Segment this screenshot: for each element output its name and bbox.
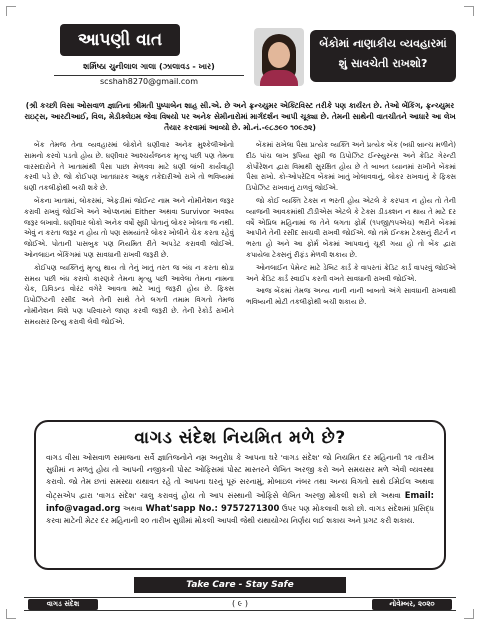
article-body xyxy=(24,140,456,412)
notice-title: વાગડ સંદેશ નિયમિત મળે છે? xyxy=(134,428,346,448)
article-header xyxy=(24,22,456,98)
paragraph: બેંકમાં રાખેલા પૈસા પ્રત્યેક વ્યક્તિ અને પ્રત્યેક બેંક (બધી બ્રાન્ચ મળીને) દીઠ પાંચ લાખ રૂપિયા સુધી જ ડિપોઝિટ ઈન્સ્યુરન્સ અને ક્રેડિટ ગેરન્ટી કોર્પોરેશન દ્વારા વિમાથી સુરક્ષિત હોય છે તે બાબત ધ્યાનમાં રાખીને બેંકમાં પૈસા રાખો. કો-ઓપરેટિવ બેંકમાં ખાતું ખોલાવવાનું, લોકર રાખવાનું કે ફિક્સ ડિપોઝિટ રાખવાનું ટાળવું જોઈએ. xyxy=(246,141,456,193)
article-intro: (શ્રી કચ્છી વિસા ઓસવાળ જ્ઞાતિના શ્રીમતી પુષ્પાબેન શાહ સી.એ. છે અને ફ્રન્ચ્યુમર એક્ટિવિસ્ટ તરીકે પણ કાર્યરત છે. તેઓ બેંકિંગ, ફ્રન્ચ્યુમર રાઇટ્સ, આરટીઆઈ, વિલ, મેડીક્લેઇમ જેવા વિષયો પર અનેક સેમીનારોમાં માર્ગદર્શન આપી ચૂક્યા છે. તેમની સાથેની વાતચીતને આધારે આ લેખ તૈયાર કરવામાં આવ્યો છે. મો.નં.-૯૮૭૯૦ ૧૦૯૭૨) xyxy=(24,101,456,132)
notice-text-outro: ઉપર પણ મોકલાવી શકો છો. વાગડ સંદેશમાં પ્રસિદ્ધ કરવા માટેની મેટર દર મહિનાની ૨૦ તારીખ સુધીમાં મોકલી આપવી જેથી યથાયોગ્ય નિર્ણય લઈ શકાય અને પ્રગટ કરી શકાય. xyxy=(46,503,434,526)
paragraph: જો કોઈ વ્યક્તિ ટેક્સ ન ભરતી હોય એટલે કે કરપાત્ર ન હોય તો તેની વ્યાજની આવકમાંથી ટીડીએસ એટલે કે ટેક્સ ડીડક્શન ન થાય તે માટે દર વર્ષે એપ્રિલ મહિનામાં જ તેને લગતા ફોર્મ (૧૫જી/૧૫એચ) ભરીને બેંકમાં આપીને તેની રસીદ સાચવી રાખવી જોઈએ. જો તમે ઈન્કમ ટેક્સનું રીટર્ન ન ભરતા હો અને આ ફોર્મ બેંકમાં આપવાનું ચૂકી ગયા હો તો બેંક દ્વારા કપાયેલા ટેક્સનું રીફંડ મેળવી શકાય છે. xyxy=(246,196,456,259)
author-email: scshah8270@gmail.com xyxy=(100,77,198,86)
page-footer xyxy=(24,597,456,611)
crop-mark-bottom-right xyxy=(464,609,474,619)
paragraph: આજ બેંકમાં તેમજ અન્ય નાની નાની બાબતો અંગે સાવધાની રાખવાથી ભવિષ્યની મોટી તકલીફોથી બચી શકાય છે. xyxy=(246,287,456,307)
column-brand: આપણી વાત xyxy=(60,24,180,56)
page-number: ( ૯ ) xyxy=(231,599,249,608)
author-photo xyxy=(254,28,304,86)
footer-magazine-name: વાગડ સંદેશ xyxy=(28,599,98,610)
notice-text-intro: વાગડ વીસા ઓસવાળ સમાજના સર્વે જ્ઞાતિજનોને નમ્ર અનુરોધ કે આપના ઘરે 'વાગડ સંદેશ' જો નિયમિત દર મહિનાની ૧૨ તારીખ સુધીમાં ન મળતું હોય તો આપની નજીકની પોસ્ટ ઓફિસમાં પોસ્ટ માસ્તરને લેખિત અરજી કરો અને સમયસર મળે એવી વ્યવસ્થા કરાવો. જો તેમ છતાં સમસ્યા યથાવત રહે તો આપના ઘરનું પૂરું સરનામું, મોબાઇલ નંબર તથા અન્ય વિગતો સાથે ઈમેઈલ અથવા વોટ્સએપ દ્વારા 'વાગડ સંદેશ' ચાલુ કરાવવું હોય તો આપ સંસ્થાની ઓફિસે લેખિત અરજી મોકલી શકો છો અથવા xyxy=(46,453,434,500)
notice-separator: અથવા xyxy=(122,503,143,513)
paragraph: ઓનલાઈન પેમેન્ટ માટે ડેબિટ કાર્ડ કે વાપરતાં ક્રેડિટ કાર્ડ વાપરવું જોઈએ અને ક્રેડિટ કાર્ડ સ્વાઈપ કરતી વખતે સાવધાની રાખવી જોઈએ. xyxy=(246,263,456,283)
author-line: શર્મિષ્ઠા ચુનીલાલ ગાલા (ઝાલાવડ - ખાર) xyxy=(54,62,244,76)
crop-mark-top-left xyxy=(6,6,16,16)
article-title-line-2: શું સાવચેતી રાખશો? xyxy=(338,57,428,70)
magazine-page xyxy=(24,22,456,612)
article-title-line-1: બેંકોમાં નાણાકીય વ્યવહારમાં xyxy=(319,37,447,50)
column-left xyxy=(24,140,234,412)
notice-email: Email: info@vagad.org xyxy=(46,489,434,513)
crop-mark-bottom-left xyxy=(6,609,16,619)
paragraph: કોઈપણ વ્યક્તિનું મૃત્યુ થાય તો તેનું ખાતું તરત જ બંધ ન કરતા થોડા સમય પછી બંધ કરાવો કારણકે તેમના મૃત્યુ પછી આવેલા તેમના નામના ચેક, ડિવિડન્ડ વોરંટ વગેરે આવતા માટે ખાતું જરૂરી હોય છે. ફિક્સ ડિપોઝિટની રસીદ અને તેની સાથે તેને લગતી તમામ વિગતો તેમજ નોમીનેશન વિશે પણ પરિવારને જાણ કરવી જરૂરી છે. તેની રેકોર્ડ રાખીને સમયસર રિન્યુ કરાવી લેવી જોઈએ. xyxy=(24,263,234,326)
column-right xyxy=(246,140,456,412)
notice-whatsapp: What'sapp No.: 9757271300 xyxy=(145,502,280,513)
article-title xyxy=(310,30,456,82)
notice-text xyxy=(46,452,434,527)
tagline-banner: Take Care - Stay Safe xyxy=(134,577,346,593)
footer-issue-date: નોવેમ્બર, ૨૦૨૦ xyxy=(372,599,452,610)
subscription-notice-box xyxy=(34,420,446,570)
crop-mark-top-right xyxy=(464,6,474,16)
paragraph: બેંકના ખાતામાં, લોકરમાં, એફડીમાં જોઈન્ટ નામ અને નોમીનેશન જરૂર કરાવી રાખવું જોઈએ અને ઓપ્શનમાં Either અથવા Survivor અવશ્ય જરૂર લખાવો. ઘણીવાર લોકો અનેક વર્ષો સુધી પોતાનું લોકર ખોલતા જ નથી. એવું ન કરતા જરૂર ન હોય તો પણ સમયાંતરે લોકર ખોલીને ચેક કરતા રહેવું જોઈએ. પોતાની પાસબુક પણ નિયમિત રીતે અપડેટ કરાવવી જોઈએ. ઓનલાઇન બેંકિંગમાં પણ સાવધાની રાખવી જરૂરી છે. xyxy=(24,196,234,259)
paragraph: બેંક તેમજ તેના વ્યવહારમાં લોકોને ઘણીવાર અનેક મુશ્કેલીઓનો સામનો કરવો પડતો હોય છે. ઘણીવાર આશ્ચર્યજનક મૃત્યુ પછી પણ તેમના વારસદારોને તે ખાતામાંથી પૈસા પાછા મેળવવા માટે ઘણી લાંબી કાર્યવાહી કરવી પડે છે. જો કોઈપણ ખાતાધારક અમુક તકેદારીઓ રાખે તો ભવિષ્યમાં ઘણી તકલીફોથી બચી શકે છે. xyxy=(24,141,234,193)
